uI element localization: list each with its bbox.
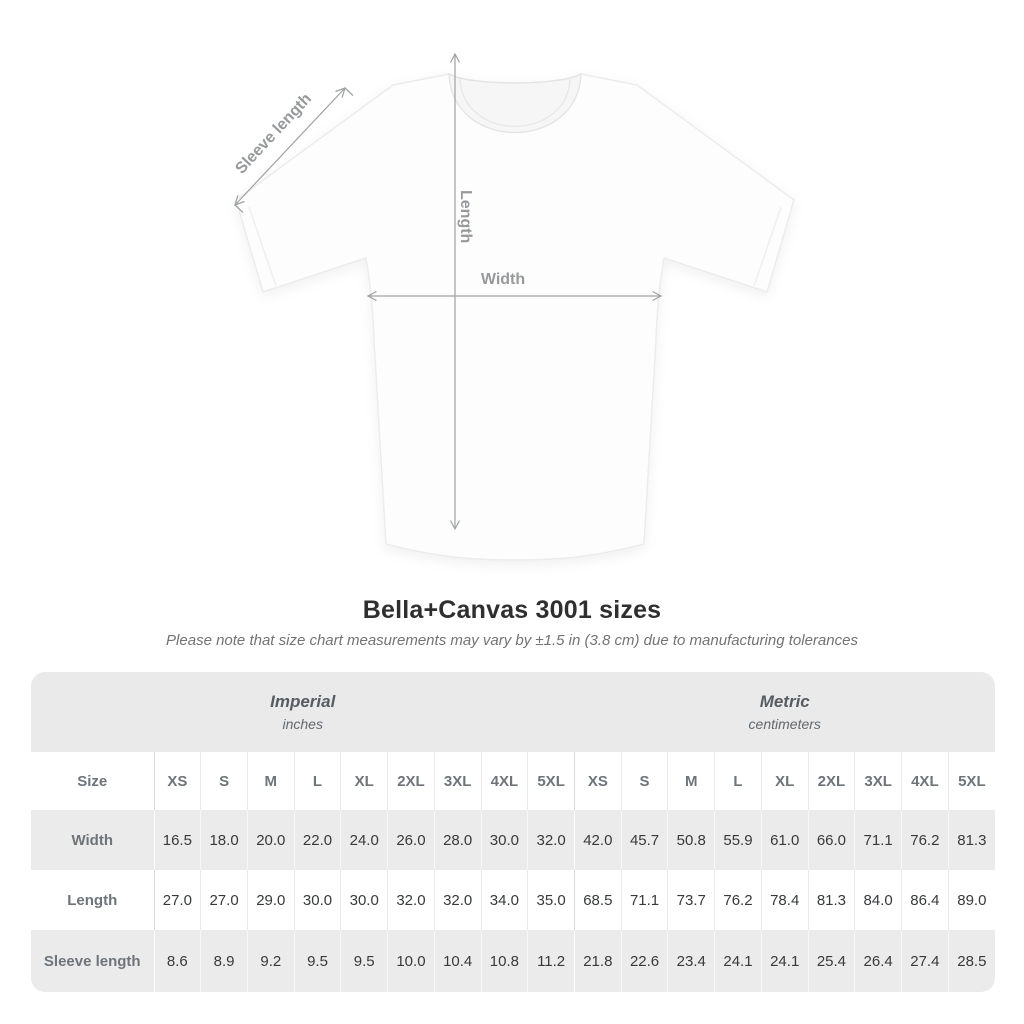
cell-sleeve-length-metric-l: 24.1	[715, 930, 762, 992]
size-chart-card	[31, 672, 995, 992]
cell-width-metric-xl: 61.0	[761, 810, 808, 870]
size-header-imperial-m: M	[247, 752, 294, 810]
cell-sleeve-length-imperial-3xl: 10.4	[434, 930, 481, 992]
cell-length-metric-xl: 78.4	[761, 870, 808, 930]
tshirt-illustration	[236, 74, 794, 560]
cell-sleeve-length-metric-5xl: 28.5	[948, 930, 995, 992]
cell-sleeve-length-imperial-xs: 8.6	[154, 930, 201, 992]
cell-sleeve-length-imperial-m: 9.2	[247, 930, 294, 992]
size-header-metric-l: L	[715, 752, 762, 810]
cell-sleeve-length-imperial-xl: 9.5	[341, 930, 388, 992]
cell-width-metric-l: 55.9	[715, 810, 762, 870]
cell-sleeve-length-metric-m: 23.4	[668, 930, 715, 992]
table-row	[31, 930, 995, 992]
cell-sleeve-length-imperial-2xl: 10.0	[388, 930, 435, 992]
cell-sleeve-length-metric-2xl: 25.4	[808, 930, 855, 992]
cell-sleeve-length-metric-4xl: 27.4	[902, 930, 949, 992]
cell-width-metric-s: 45.7	[621, 810, 668, 870]
size-header-metric-xl: XL	[761, 752, 808, 810]
size-header-metric-4xl: 4XL	[902, 752, 949, 810]
cell-sleeve-length-imperial-4xl: 10.8	[481, 930, 528, 992]
cell-length-metric-3xl: 84.0	[855, 870, 902, 930]
cell-length-metric-m: 73.7	[668, 870, 715, 930]
cell-sleeve-length-metric-xl: 24.1	[761, 930, 808, 992]
row-label-sleeve-length: Sleeve length	[31, 930, 154, 992]
cell-width-imperial-5xl: 32.0	[528, 810, 575, 870]
size-header-metric-s: S	[621, 752, 668, 810]
cell-width-imperial-l: 22.0	[294, 810, 341, 870]
cell-sleeve-length-imperial-5xl: 11.2	[528, 930, 575, 992]
cell-length-metric-l: 76.2	[715, 870, 762, 930]
size-header-imperial-xl: XL	[341, 752, 388, 810]
cell-length-metric-4xl: 86.4	[902, 870, 949, 930]
imperial-sublabel: inches	[282, 716, 323, 733]
size-header-imperial-s: S	[201, 752, 248, 810]
cell-width-metric-5xl: 81.3	[948, 810, 995, 870]
cell-sleeve-length-metric-xs: 21.8	[574, 930, 621, 992]
cell-length-imperial-s: 27.0	[201, 870, 248, 930]
cell-sleeve-length-imperial-s: 8.9	[201, 930, 248, 992]
cell-width-imperial-xl: 24.0	[341, 810, 388, 870]
size-header-metric-2xl: 2XL	[808, 752, 855, 810]
cell-width-imperial-3xl: 28.0	[434, 810, 481, 870]
cell-length-imperial-xs: 27.0	[154, 870, 201, 930]
cell-width-metric-xs: 42.0	[574, 810, 621, 870]
cell-length-imperial-2xl: 32.0	[388, 870, 435, 930]
size-header-imperial-5xl: 5XL	[528, 752, 575, 810]
cell-length-imperial-4xl: 34.0	[481, 870, 528, 930]
size-header-imperial-2xl: 2XL	[388, 752, 435, 810]
cell-sleeve-length-imperial-l: 9.5	[294, 930, 341, 992]
cell-width-imperial-m: 20.0	[247, 810, 294, 870]
cell-width-imperial-xs: 16.5	[154, 810, 201, 870]
cell-length-imperial-3xl: 32.0	[434, 870, 481, 930]
metric-header	[574, 672, 995, 752]
cell-length-imperial-m: 29.0	[247, 870, 294, 930]
size-header-metric-5xl: 5XL	[948, 752, 995, 810]
sleeve-length-label: Sleeve length	[232, 90, 316, 178]
size-header-imperial-xs: XS	[154, 752, 201, 810]
size-header-metric-m: M	[668, 752, 715, 810]
cell-length-imperial-5xl: 35.0	[528, 870, 575, 930]
size-header-imperial-l: L	[294, 752, 341, 810]
cell-width-imperial-4xl: 30.0	[481, 810, 528, 870]
cell-length-metric-2xl: 81.3	[808, 870, 855, 930]
cell-length-imperial-l: 30.0	[294, 870, 341, 930]
cell-sleeve-length-metric-3xl: 26.4	[855, 930, 902, 992]
cell-length-metric-5xl: 89.0	[948, 870, 995, 930]
cell-width-metric-2xl: 66.0	[808, 810, 855, 870]
length-label: Length	[457, 190, 474, 244]
unit-header-row	[31, 672, 995, 752]
size-header-imperial-3xl: 3XL	[434, 752, 481, 810]
cell-width-metric-4xl: 76.2	[902, 810, 949, 870]
cell-length-imperial-xl: 30.0	[341, 870, 388, 930]
cell-width-imperial-s: 18.0	[201, 810, 248, 870]
metric-sublabel: centimeters	[748, 716, 821, 733]
page-subtitle: Please note that size chart measurements may vary by ±1.5 in (3.8 cm) due to manufacturing tolerances	[166, 632, 858, 649]
width-label: Width	[480, 271, 526, 288]
table-row	[31, 810, 995, 870]
cell-length-metric-s: 71.1	[621, 870, 668, 930]
row-label-length: Length	[31, 870, 154, 930]
size-header-imperial-4xl: 4XL	[481, 752, 528, 810]
cell-width-imperial-2xl: 26.0	[388, 810, 435, 870]
size-header-metric-xs: XS	[574, 752, 621, 810]
cell-length-metric-xs: 68.5	[574, 870, 621, 930]
size-column-header: Size	[31, 752, 154, 810]
cell-width-metric-3xl: 71.1	[855, 810, 902, 870]
imperial-header	[31, 672, 574, 752]
metric-label: Metric	[759, 691, 810, 711]
imperial-label: Imperial	[270, 691, 336, 711]
table-row	[31, 870, 995, 930]
cell-width-metric-m: 50.8	[668, 810, 715, 870]
page-title: Bella+Canvas 3001 sizes	[362, 596, 662, 624]
size-header-row	[31, 752, 995, 810]
cell-sleeve-length-metric-s: 22.6	[621, 930, 668, 992]
size-header-metric-3xl: 3XL	[855, 752, 902, 810]
size-chart-table	[31, 672, 995, 992]
row-label-width: Width	[31, 810, 154, 870]
